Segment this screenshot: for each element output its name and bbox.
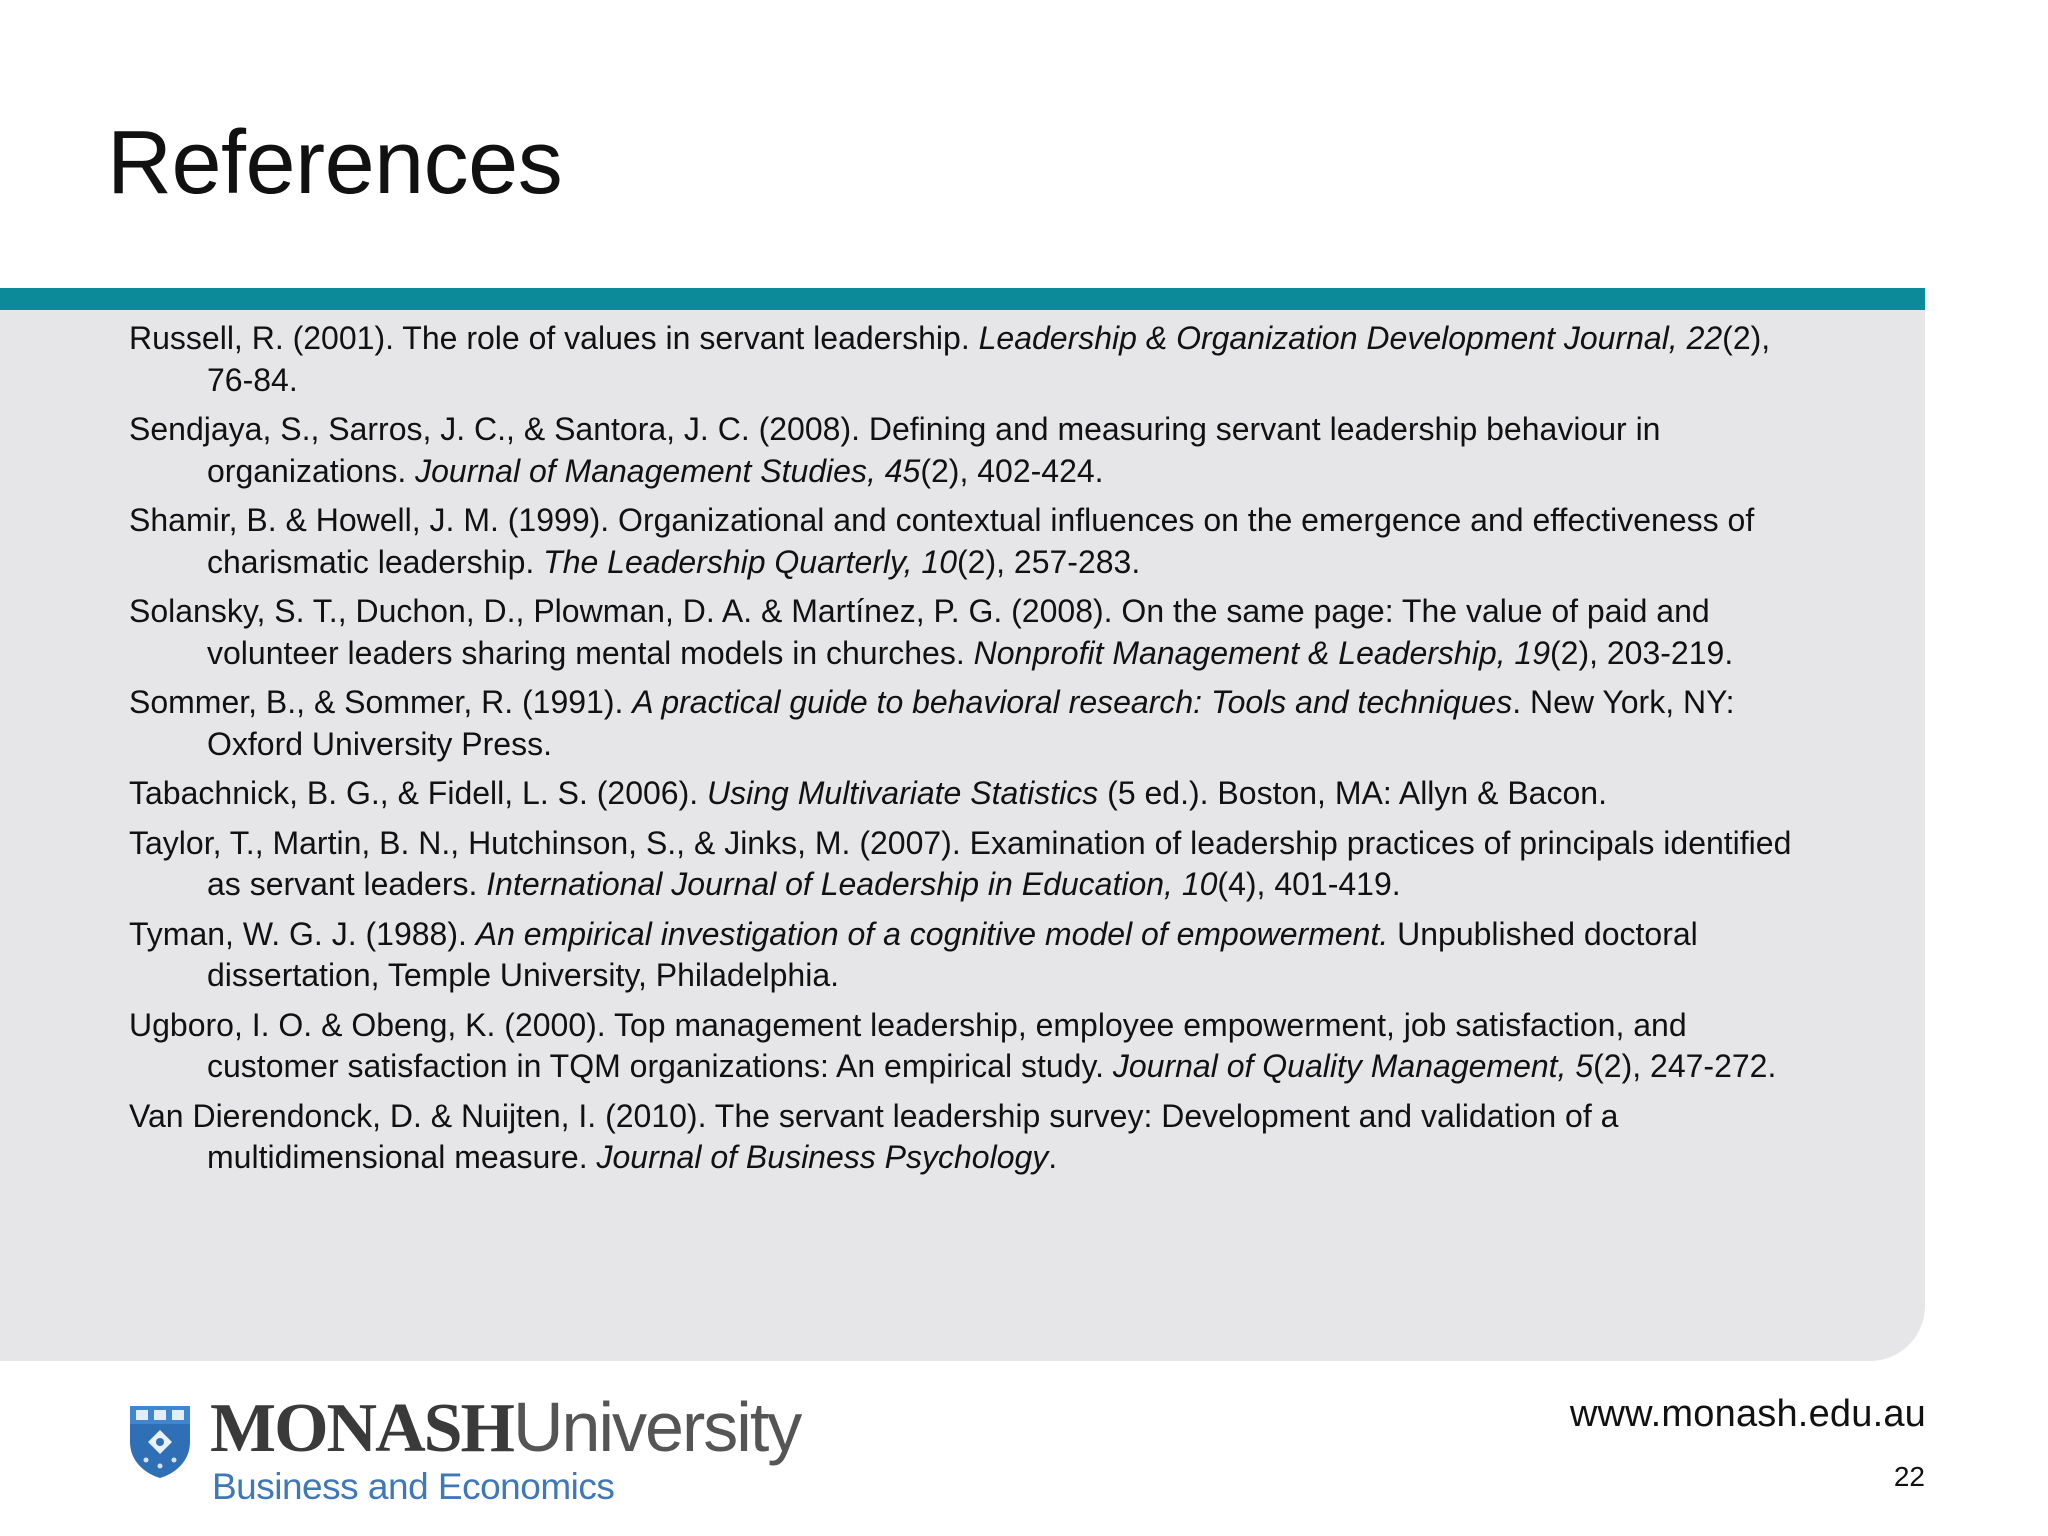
reference-details: (2), 257-283. — [957, 543, 1141, 580]
reference-source: Using Multivariate Statistics — [707, 775, 1099, 811]
reference-details: (4), 401-419. — [1217, 866, 1401, 902]
reference-item — [129, 591, 1809, 674]
reference-text: Russell, R. (2001). The role of values in servant leadership. — [129, 320, 979, 356]
reference-item — [129, 409, 1809, 492]
reference-source: A practical guide to behavioral research: Tools and techniques — [632, 684, 1513, 720]
reference-text: Shamir, B. & Howell, J. M. (1999). Organizational and contextual influences on the emergence and effectiveness of charismatic leadership. — [129, 502, 1755, 580]
reference-text: Van Dierendonck, D. & Nuijten, I. (2010). The servant leadership survey: Development and validation of a multidimensional measure. — [129, 1097, 1619, 1175]
reference-text: Sommer, B., & Sommer, R. (1991). — [129, 684, 633, 720]
reference-list — [129, 318, 1809, 1187]
reference-source: Journal of Management Studies, 45 — [415, 452, 921, 489]
page-number: 22 — [1893, 1461, 1925, 1492]
reference-item — [129, 773, 1809, 815]
reference-item — [129, 318, 1809, 401]
university-crest-icon — [126, 1402, 194, 1480]
reference-source: Journal of Quality Management, 5 — [1112, 1048, 1594, 1084]
logo-name-bold: MONASH — [210, 1390, 513, 1467]
reference-details: (2), 203-219. — [1549, 634, 1734, 671]
reference-details: (2), 76-84. — [207, 320, 1771, 398]
logo-wordmark — [210, 1388, 801, 1467]
reference-text: Solansky, S. T., Duchon, D., Plowman, D. A. & Martínez, P. G. (2008). On the same page: The value of paid and volunteer leaders sharing mental models in churches. — [129, 593, 1710, 671]
monash-logo — [126, 1388, 826, 1508]
slide-title: References — [107, 113, 563, 213]
reference-text: Tabachnick, B. G., & Fidell, L. S. (2006). — [129, 775, 708, 811]
reference-item — [129, 823, 1809, 906]
reference-details: (2), 402-424. — [920, 452, 1104, 489]
reference-source: International Journal of Leadership in Education, 10 — [486, 866, 1218, 902]
reference-item — [129, 682, 1809, 765]
reference-details: Unpublished doctoral dissertation, Temple University, Philadelphia. — [207, 915, 1698, 993]
reference-text: Sendjaya, S., Sarros, J. C., & Santora, J. C. (2008). Defining and measuring servant leadership behaviour in organizations. — [129, 411, 1661, 489]
accent-bar — [0, 288, 1925, 310]
reference-item — [129, 500, 1809, 583]
reference-item — [129, 914, 1809, 997]
reference-details: (5 ed.). Boston, MA: Allyn & Bacon. — [1098, 775, 1607, 811]
reference-details: . New York, NY: Oxford University Press. — [207, 684, 1735, 762]
reference-text: Ugboro, I. O. & Obeng, K. (2000). Top management leadership, employee empowerment, job satisfaction, and customer satisfaction in TQM organizations: An empirical study. — [129, 1006, 1687, 1084]
reference-text: Taylor, T., Martin, B. N., Hutchinson, S., & Jinks, M. (2007). Examination of leadership practices of principals identified as servant leaders. — [129, 824, 1792, 902]
reference-source: The Leadership Quarterly, 10 — [543, 543, 957, 580]
website-url: www.monash.edu.au — [1569, 1393, 1926, 1435]
reference-text: Tyman, W. G. J. (1988). — [129, 915, 476, 952]
reference-source: Leadership & Organization Development Journal, 22 — [978, 320, 1723, 356]
reference-details: . — [1048, 1139, 1058, 1175]
reference-details: (2), 247-272. — [1593, 1048, 1777, 1084]
reference-source: An empirical investigation of a cognitive model of empowerment. — [475, 915, 1389, 952]
reference-source: Nonprofit Management & Leadership, 19 — [973, 634, 1550, 671]
reference-item — [129, 1005, 1809, 1088]
logo-name-light: University — [513, 1388, 801, 1466]
reference-source: Journal of Business Psychology — [596, 1139, 1049, 1175]
logo-faculty: Business and Economics — [212, 1466, 615, 1507]
reference-item — [129, 1096, 1809, 1179]
